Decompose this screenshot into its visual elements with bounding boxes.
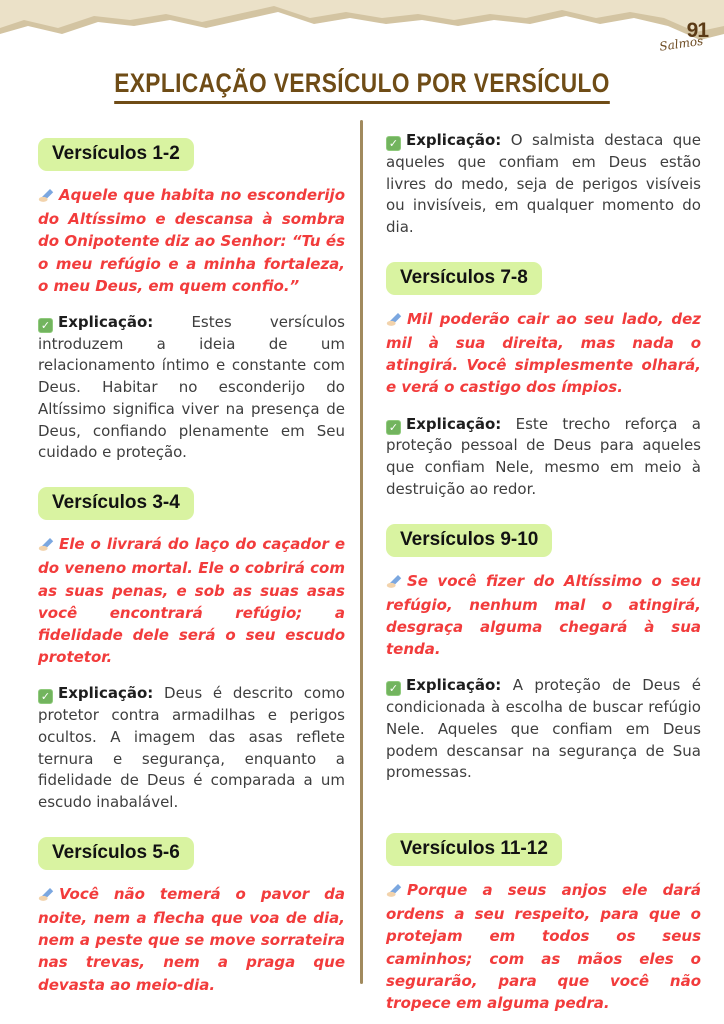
check-icon: ✓ bbox=[386, 420, 401, 435]
writing-hand-icon bbox=[386, 310, 403, 332]
verse-quote-7-8 bbox=[386, 308, 701, 399]
explanation-3-4 bbox=[38, 683, 345, 814]
section-heading-label: Versículos 1-2 bbox=[52, 143, 180, 164]
writing-hand-icon bbox=[38, 535, 55, 557]
section-heading-label: Versículos 9-10 bbox=[400, 528, 539, 550]
check-icon: ✓ bbox=[386, 681, 401, 696]
explanation-5-6 bbox=[386, 130, 701, 239]
verse-quote-text: Você não temerá o pavor da noite, nem a flecha que voa de dia, nem a peste que se move sorrateira nas trevas, nem a praga que devasta ao meio-dia. bbox=[38, 884, 345, 994]
explanation-text: O salmista destaca que aqueles que confiam em Deus estão livres do medo, seja de perigos visíveis ou invisíveis, em qualquer momento do dia. bbox=[386, 131, 701, 236]
writing-hand-icon bbox=[38, 885, 55, 907]
section-heading-versiculos-9-10 bbox=[386, 524, 552, 557]
verse-quote-text: Mil poderão cair ao seu lado, dez mil à sua direita, mas nada o atingirá. Você simplesmente olhará, e verá o castigo dos ímpios. bbox=[386, 309, 701, 397]
verse-quote-3-4 bbox=[38, 533, 345, 668]
verse-quote-text: Porque a seus anjos ele dará ordens a seu respeito, para que o protejam em todos os seus caminhos; com as mãos eles o segurarão, para que você não tropece em alguma pedra. bbox=[386, 881, 701, 1012]
explanation-text: Deus é descrito como protetor contra armadilhas e perigos ocultos. A imagem das asas reflete ternura e segurança, enquanto a fidelidade de Deus é comparada a um escudo inabalável. bbox=[38, 684, 345, 812]
writing-hand-icon bbox=[386, 881, 403, 903]
explanation-text: Estes versículos introduzem a ideia de um relacionamento íntimo e constante com Deus. Habitar no esconderijo do Altíssimo significa viver na presença de Deus, confiando plenamente em Seu cuidado e proteção. bbox=[38, 312, 345, 462]
explanation-label: Explicação: bbox=[406, 676, 502, 695]
verse-quote-text: Se você fizer do Altíssimo o seu refúgio, nenhum mal o atingirá, desgraça alguma chegará à sua tenda. bbox=[386, 571, 701, 659]
verse-quote-text: Aquele que habita no esconderijo do Altíssimo e descansa à sombra do Onipotente diz ao Senhor: “Tu és o meu refúgio e a minha fortaleza, o meu Deus, em quem confio.” bbox=[38, 186, 345, 295]
explanation-text: Este trecho reforça a proteção pessoal de Deus para aqueles que confiam Nele, mesmo em meio à destruição ao redor. bbox=[386, 414, 701, 498]
section-heading-label: Versículos 3-4 bbox=[52, 492, 180, 514]
check-icon: ✓ bbox=[38, 689, 53, 704]
explanation-text: A proteção de Deus é condicionada à escolha de buscar refúgio Nele. Aqueles que confiam em Deus podem descansar na segurança de Sua promessas. bbox=[386, 676, 701, 782]
writing-hand-icon bbox=[38, 186, 55, 208]
section-heading-versiculos-3-4 bbox=[38, 487, 194, 520]
check-icon: ✓ bbox=[386, 136, 401, 151]
title-wrap bbox=[0, 68, 724, 104]
column-divider bbox=[360, 120, 363, 984]
section-heading-versiculos-11-12 bbox=[386, 833, 562, 866]
verse-quote-9-10 bbox=[386, 570, 701, 661]
verse-quote-1-2 bbox=[38, 184, 345, 297]
explanation-7-8 bbox=[386, 414, 701, 501]
explanation-label: Explicação: bbox=[58, 312, 154, 331]
section-heading-label: Versículos 5-6 bbox=[52, 841, 180, 863]
brand-logo bbox=[658, 19, 708, 54]
right-column bbox=[386, 130, 701, 1024]
explanation-label: Explicação: bbox=[406, 131, 502, 149]
section-heading-versiculos-1-2 bbox=[38, 138, 194, 171]
explanation-1-2 bbox=[38, 312, 345, 464]
explanation-label: Explicação: bbox=[58, 684, 154, 703]
logo-word: Salmos bbox=[658, 33, 705, 54]
explanation-label: Explicação: bbox=[406, 414, 502, 433]
writing-hand-icon bbox=[386, 572, 403, 594]
verse-quote-11-12 bbox=[386, 879, 701, 1014]
section-heading-label: Versículos 7-8 bbox=[400, 266, 528, 288]
check-icon: ✓ bbox=[38, 318, 53, 333]
explanation-9-10 bbox=[386, 675, 701, 784]
page-title: EXPLICAÇÃO VERSÍCULO POR VERSÍCULO bbox=[114, 68, 610, 104]
torn-paper-header bbox=[0, 0, 724, 60]
section-heading-versiculos-7-8 bbox=[386, 262, 542, 295]
section-heading-versiculos-5-6 bbox=[38, 837, 194, 870]
verse-quote-text: Ele o livrará do laço do caçador e do veneno mortal. Ele o cobrirá com as suas penas, e sob as suas asas você encontrará refúgio; a fidelidade dele será o seu escudo protetor. bbox=[38, 535, 345, 667]
logo-number: 91 bbox=[686, 19, 708, 42]
section-heading-label: Versículos 11-12 bbox=[400, 838, 548, 859]
left-column bbox=[38, 138, 345, 1011]
verse-quote-5-6 bbox=[38, 883, 345, 996]
